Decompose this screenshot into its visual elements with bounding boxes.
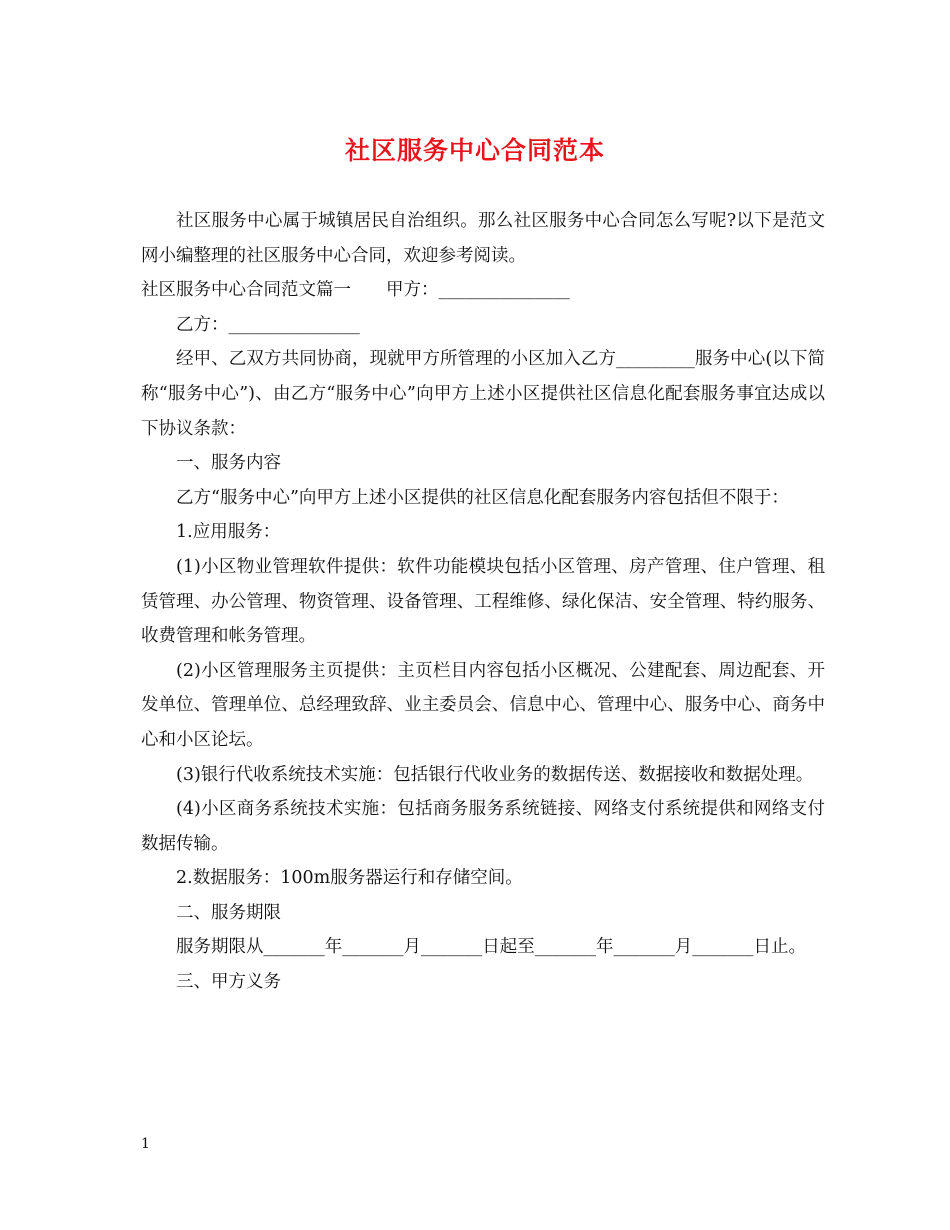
document-body (141, 204, 825, 1000)
subheading-application-service: 1.应用服务： (176, 522, 281, 543)
page-number: 1 (141, 1136, 150, 1152)
section-heading-service-term: 二、服务期限 (176, 902, 281, 923)
party-a-line: 社区服务中心合同范文篇一 甲方：_______________ (141, 280, 570, 301)
service-term-dates: 服务期限从_______年_______月_______日起至_______年_______月_______日止。 (176, 937, 806, 958)
subheading-data-service: 2.数据服务：100m服务器运行和存储空间。 (176, 868, 523, 889)
clause-homepage: (2)小区管理服务主页提供：主页栏目内容包括小区概况、公建配套、周边配套、开发单位、管理单位、总经理致辞、业主委员会、信息中心、管理中心、服务中心、商务中心和小区论坛。 (141, 660, 825, 750)
intro-paragraph: 社区服务中心属于城镇居民自治组织。那么社区服务中心合同怎么写呢?以下是范文网小编整理的社区服务中心合同，欢迎参考阅读。 (141, 211, 825, 266)
agreement-preamble: 经甲、乙双方共同协商，现就甲方所管理的小区加入乙方_________服务中心(以下简称“服务中心”)、由乙方“服务中心”向甲方上述小区提供社区信息化配套服务事宜达成以下协议条款： (141, 349, 825, 439)
service-content-intro: 乙方“服务中心”向甲方上述小区提供的社区信息化配套服务内容包括但不限于： (176, 487, 789, 508)
clause-property-software: (1)小区物业管理软件提供：软件功能模块包括小区管理、房产管理、住户管理、租赁管理、办公管理、物资管理、设备管理、工程维修、绿化保洁、安全管理、特约服务、收费管理和帐务管理。 (141, 556, 825, 647)
clause-commerce-system: (4)小区商务系统技术实施：包括商务服务系统链接、网络支付系统提供和网络支付数据传输。 (141, 799, 825, 854)
section-heading-party-a-obligations: 三、甲方义务 (176, 972, 281, 993)
party-b-line: 乙方：_______________ (176, 314, 360, 335)
section-heading-service-content: 一、服务内容 (176, 453, 281, 474)
document-title: 社区服务中心合同范本 (344, 136, 605, 165)
clause-bank-collection: (3)银行代收系统技术实施：包括银行代收业务的数据传送、数据接收和数据处理。 (176, 764, 814, 785)
